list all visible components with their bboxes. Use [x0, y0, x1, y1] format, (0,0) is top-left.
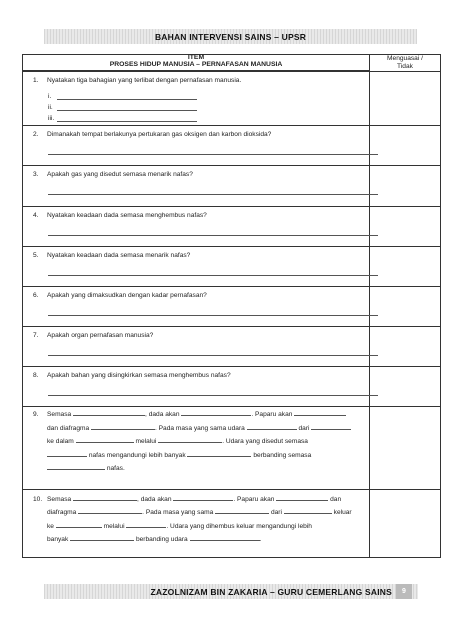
question-prompt: Apakah yang dimaksudkan dengan kadar pernafasan? — [47, 291, 207, 299]
question-cell — [23, 72, 370, 126]
fill-blank[interactable] — [91, 422, 155, 430]
fill-blank[interactable] — [126, 520, 166, 528]
fill-blank[interactable] — [158, 435, 222, 443]
question-prompt: Nyatakan keadaan dada semasa menghembus nafas? — [47, 211, 207, 219]
mastery-label-1: Menguasai / — [387, 55, 423, 62]
question-number: 2. — [33, 131, 39, 139]
question-number: 6. — [33, 291, 39, 299]
fill-blank[interactable] — [187, 449, 251, 457]
worksheet-table — [22, 54, 441, 558]
fill-blank[interactable] — [294, 408, 346, 416]
question-prompt: Nyatakan keadaan dada semasa menarik nafas? — [47, 251, 191, 259]
question-number: 9. — [33, 411, 39, 419]
fill-blank[interactable] — [47, 462, 105, 470]
question-prompt: Dimanakah tempat berlakunya pertukaran gas oksigen dan karbon dioksida? — [47, 131, 272, 139]
answer-line[interactable] — [48, 194, 378, 195]
question-number: 7. — [33, 332, 39, 340]
answer-line[interactable] — [48, 395, 378, 396]
question-row-3 — [23, 166, 441, 206]
question-prompt: Apakah gas yang disedut semasa menarik nafas? — [47, 171, 193, 179]
mastery-cell[interactable] — [370, 286, 441, 326]
answer-line-i[interactable]: i. — [48, 93, 197, 100]
question-prompt: Apakah organ pernafasan manusia? — [47, 332, 154, 340]
question-row-7 — [23, 327, 441, 367]
mastery-cell[interactable] — [370, 126, 441, 166]
item-header-cell — [23, 55, 370, 71]
fill-blank[interactable] — [73, 493, 137, 501]
answer-line[interactable] — [48, 275, 378, 276]
fill-blank[interactable] — [276, 493, 328, 501]
answer-line[interactable] — [48, 355, 378, 356]
question-row-1 — [23, 72, 441, 126]
question-cell — [23, 246, 370, 286]
fill-blank[interactable] — [311, 422, 351, 430]
mastery-cell[interactable] — [370, 327, 441, 367]
question-prompt: Apakah bahan yang disingkirkan semasa menghembus nafas? — [47, 372, 231, 380]
mastery-cell[interactable] — [370, 206, 441, 246]
fill-blank[interactable] — [215, 506, 269, 514]
mastery-cell[interactable] — [370, 367, 441, 407]
fill-in-paragraph: 9. Semasa , dada akan . Paparu akan dan diafragma . Pada masa yang sama udara dari ke dalam melalui . Udara yang disedut semasa nafas mengandungi lebih banyak berbanding semasa nafas. — [33, 408, 359, 476]
question-text — [33, 76, 359, 85]
page-number: 9 — [396, 584, 412, 599]
question-cell — [23, 367, 370, 407]
question-cell — [23, 166, 370, 206]
mastery-cell[interactable] — [370, 407, 441, 489]
question-number: 5. — [33, 251, 39, 259]
item-label: ITEM — [187, 54, 205, 61]
question-prompt: Nyatakan tiga bahagian yang terlibat dengan pernafasan manusia. — [47, 77, 242, 85]
fill-blank[interactable] — [73, 408, 145, 416]
question-row-5 — [23, 246, 441, 286]
fill-blank[interactable] — [47, 449, 87, 457]
mastery-label-2: Tidak — [397, 63, 413, 70]
question-number: 8. — [33, 372, 39, 380]
fill-in-paragraph: 10. Semasa , dada akan . Paparu akan dan diafragma . Pada masa yang sama dari keluar ke melalui . Udara yang dihembus keluar mengandungi lebih banyak berbanding udara . — [33, 493, 359, 547]
fill-blank[interactable] — [76, 435, 134, 443]
question-row-2 — [23, 126, 441, 166]
answer-line-ii[interactable]: ii. — [48, 104, 197, 111]
fill-blank[interactable] — [70, 533, 134, 541]
question-cell — [23, 206, 370, 246]
mastery-cell[interactable] — [370, 489, 441, 557]
mastery-header-cell — [370, 55, 441, 72]
fill-blank[interactable] — [284, 506, 332, 514]
mastery-cell[interactable] — [370, 166, 441, 206]
question-number: 4. — [33, 211, 39, 219]
footer-author: ZAZOLNIZAM BIN ZAKARIA – GURU CEMERLANG SAINS — [150, 586, 392, 597]
question-row-8 — [23, 367, 441, 407]
answer-line[interactable] — [48, 154, 378, 155]
answer-line[interactable] — [48, 315, 378, 316]
table-header-row — [23, 55, 441, 71]
question-cell — [23, 286, 370, 326]
fill-blank[interactable] — [247, 422, 297, 430]
question-cell — [23, 126, 370, 166]
header-title: BAHAN INTERVENSI SAINS – UPSR — [154, 31, 307, 42]
question-number: 1. — [33, 77, 39, 85]
question-number: 3. — [33, 171, 39, 179]
question-cell — [23, 327, 370, 367]
question-cell — [23, 407, 370, 489]
question-row-6 — [23, 286, 441, 326]
fill-blank[interactable] — [190, 533, 260, 541]
answer-line[interactable] — [48, 235, 378, 236]
question-number: 10. — [33, 495, 43, 503]
question-row-10 — [23, 489, 441, 557]
footer-banner — [44, 584, 418, 599]
question-row-4 — [23, 206, 441, 246]
mastery-cell[interactable] — [370, 72, 441, 126]
fill-blank[interactable] — [78, 506, 142, 514]
question-cell — [23, 489, 370, 557]
answer-line-iii[interactable]: iii. — [48, 115, 197, 122]
question-row-9 — [23, 407, 441, 489]
fill-blank[interactable] — [173, 493, 233, 501]
header-banner — [44, 29, 417, 44]
mastery-cell[interactable] — [370, 246, 441, 286]
topic-label: PROSES HIDUP MANUSIA – PERNAFASAN MANUSIA — [109, 60, 283, 68]
fill-blank[interactable] — [181, 408, 251, 416]
fill-blank[interactable] — [56, 520, 102, 528]
